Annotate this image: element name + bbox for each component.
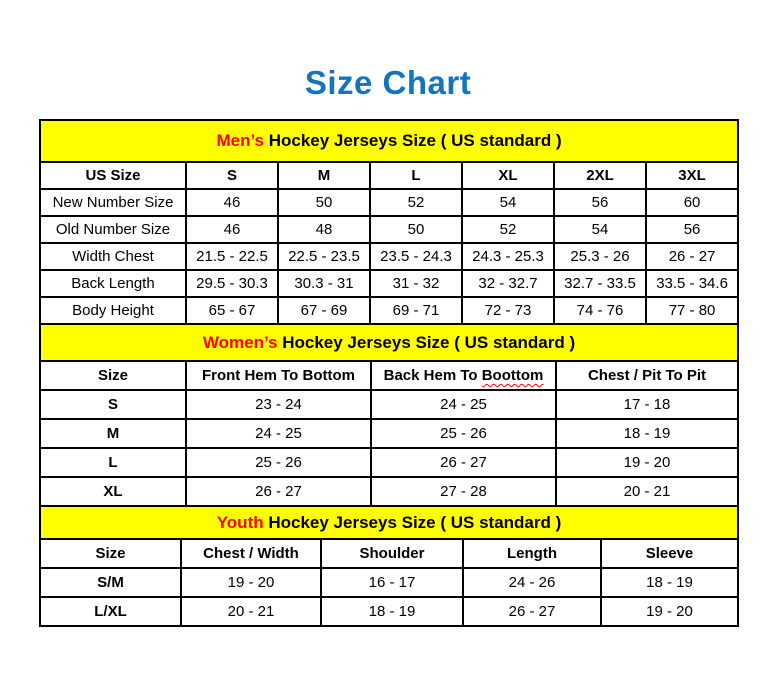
womens-section-header-row — [40, 324, 738, 361]
table-row — [40, 243, 738, 270]
cell: 30.3 - 31 — [278, 270, 370, 297]
cell: 17 - 18 — [556, 390, 738, 419]
table-row — [40, 568, 738, 597]
cell: 23 - 24 — [186, 390, 371, 419]
page-title: Size Chart — [304, 64, 472, 101]
cell: 46 — [186, 189, 278, 216]
youth-col-size: Size — [40, 539, 181, 568]
mens-col-l: L — [370, 162, 462, 189]
cell: 29.5 - 30.3 — [186, 270, 278, 297]
cell: 54 — [554, 216, 646, 243]
mens-col-us-size: US Size — [40, 162, 186, 189]
cell: 23.5 - 24.3 — [370, 243, 462, 270]
row-label: New Number Size — [40, 189, 186, 216]
row-label: S — [40, 390, 186, 419]
cell: 26 - 27 — [371, 448, 556, 477]
row-label: M — [40, 419, 186, 448]
cell: 20 - 21 — [556, 477, 738, 506]
table-row — [40, 297, 738, 324]
mens-size-table — [39, 119, 739, 325]
womens-header-text: Hockey Jerseys Size ( US standard ) — [277, 332, 576, 352]
cell: 65 - 67 — [186, 297, 278, 324]
table-row — [40, 270, 738, 297]
cell: 54 — [462, 189, 554, 216]
table-row — [40, 448, 738, 477]
mens-col-3xl: 3XL — [646, 162, 738, 189]
cell: 56 — [646, 216, 738, 243]
mens-section-header — [40, 120, 738, 162]
cell: 16 - 17 — [321, 568, 463, 597]
cell: 24.3 - 25.3 — [462, 243, 554, 270]
cell: 52 — [462, 216, 554, 243]
youth-section-header — [40, 506, 738, 539]
cell: 74 - 76 — [554, 297, 646, 324]
cell: 25 - 26 — [186, 448, 371, 477]
row-label: L/XL — [40, 597, 181, 626]
cell: 24 - 26 — [463, 568, 601, 597]
cell: 50 — [278, 189, 370, 216]
cell: 27 - 28 — [371, 477, 556, 506]
cell: 77 - 80 — [646, 297, 738, 324]
youth-accent-label: Youth — [216, 512, 264, 532]
womens-col-size: Size — [40, 361, 186, 390]
cell: 25.3 - 26 — [554, 243, 646, 270]
cell: 67 - 69 — [278, 297, 370, 324]
cell: 60 — [646, 189, 738, 216]
row-label: Width Chest — [40, 243, 186, 270]
row-label: Back Length — [40, 270, 186, 297]
youth-col-length: Length — [463, 539, 601, 568]
cell: 19 - 20 — [181, 568, 321, 597]
mens-section-header-row — [40, 120, 738, 162]
cell: 33.5 - 34.6 — [646, 270, 738, 297]
cell: 48 — [278, 216, 370, 243]
mens-column-header-row — [40, 162, 738, 189]
youth-header-text: Hockey Jerseys Size ( US standard ) — [263, 512, 562, 532]
table-row — [40, 597, 738, 626]
table-row — [40, 477, 738, 506]
table-row — [40, 189, 738, 216]
mens-col-xl: XL — [462, 162, 554, 189]
youth-col-chest-width: Chest / Width — [181, 539, 321, 568]
cell: 19 - 20 — [601, 597, 738, 626]
cell: 52 — [370, 189, 462, 216]
womens-col-front-hem: Front Hem To Bottom — [186, 361, 371, 390]
misspelled-word: Boottom — [481, 367, 544, 384]
mens-header-text: Hockey Jerseys Size ( US standard ) — [264, 131, 562, 150]
row-label: XL — [40, 477, 186, 506]
cell: 56 — [554, 189, 646, 216]
row-label: Old Number Size — [40, 216, 186, 243]
table-row — [40, 419, 738, 448]
cell: 50 — [370, 216, 462, 243]
back-hem-prefix: Back Hem To — [383, 367, 482, 384]
youth-col-sleeve: Sleeve — [601, 539, 738, 568]
cell: 26 - 27 — [646, 243, 738, 270]
mens-accent-label: Men’s — [216, 131, 264, 150]
mens-col-m: M — [278, 162, 370, 189]
youth-section-header-row — [40, 506, 738, 539]
womens-column-header-row — [40, 361, 738, 390]
cell: 20 - 21 — [181, 597, 321, 626]
cell: 21.5 - 22.5 — [186, 243, 278, 270]
cell: 32.7 - 33.5 — [554, 270, 646, 297]
row-label: L — [40, 448, 186, 477]
cell: 19 - 20 — [556, 448, 738, 477]
row-label: S/M — [40, 568, 181, 597]
mens-col-2xl: 2XL — [554, 162, 646, 189]
cell: 26 - 27 — [463, 597, 601, 626]
cell: 69 - 71 — [370, 297, 462, 324]
cell: 18 - 19 — [601, 568, 738, 597]
youth-col-shoulder: Shoulder — [321, 539, 463, 568]
womens-accent-label: Women’s — [202, 332, 278, 352]
cell: 72 - 73 — [462, 297, 554, 324]
womens-col-back-hem — [371, 361, 556, 390]
cell: 25 - 26 — [371, 419, 556, 448]
womens-col-chest: Chest / Pit To Pit — [556, 361, 738, 390]
cell: 18 - 19 — [556, 419, 738, 448]
row-label: Body Height — [40, 297, 186, 324]
mens-col-s: S — [186, 162, 278, 189]
cell: 46 — [186, 216, 278, 243]
table-row — [40, 390, 738, 419]
cell: 24 - 25 — [186, 419, 371, 448]
cell: 24 - 25 — [371, 390, 556, 419]
youth-size-table — [39, 505, 739, 627]
tables-container — [39, 119, 737, 627]
cell: 32 - 32.7 — [462, 270, 554, 297]
womens-section-header — [40, 324, 738, 361]
cell: 18 - 19 — [321, 597, 463, 626]
cell: 26 - 27 — [186, 477, 371, 506]
cell: 22.5 - 23.5 — [278, 243, 370, 270]
youth-column-header-row — [40, 539, 738, 568]
womens-size-table — [39, 323, 739, 507]
cell: 31 - 32 — [370, 270, 462, 297]
table-row — [40, 216, 738, 243]
